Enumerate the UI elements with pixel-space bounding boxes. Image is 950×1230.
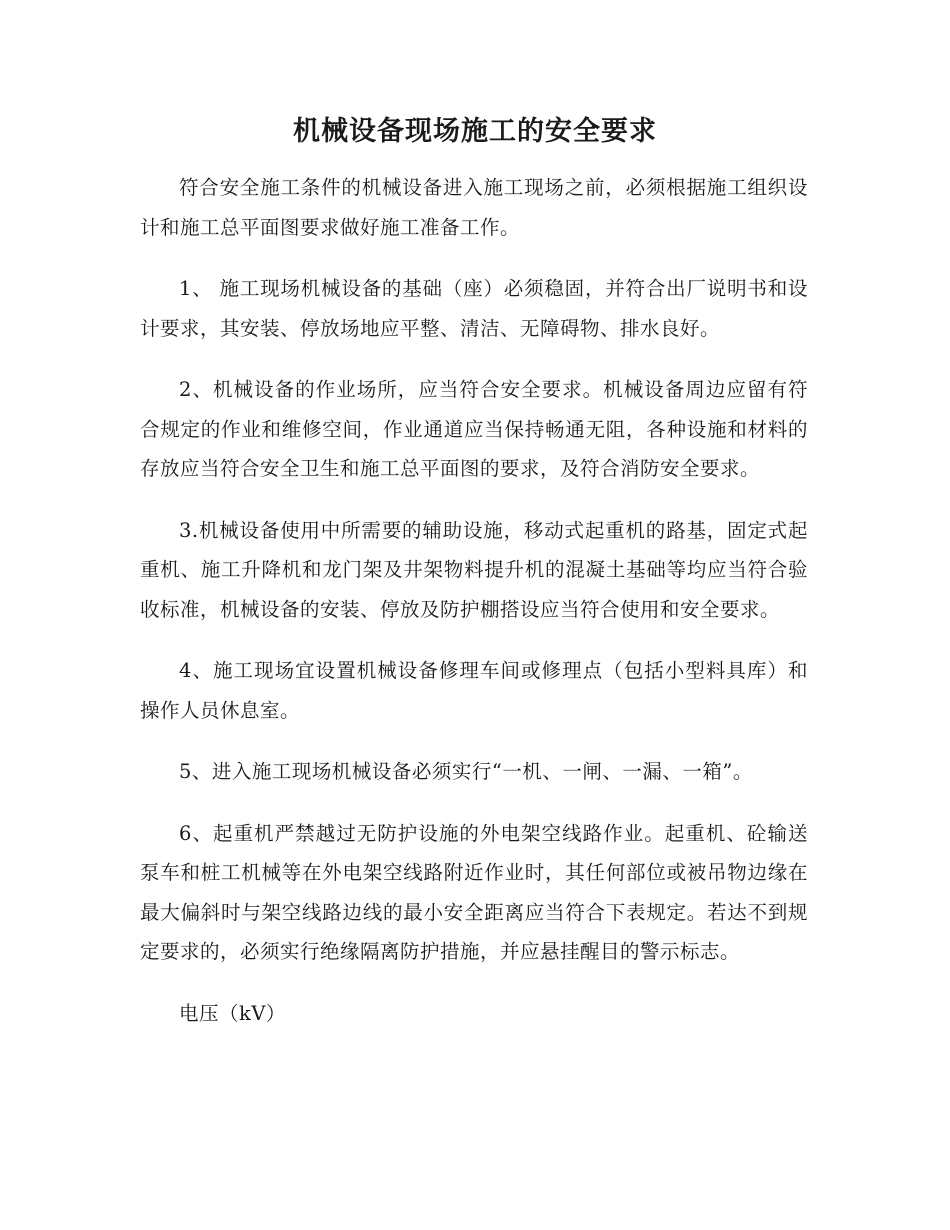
paragraph-item-4: 4、施工现场宜设置机械设备修理车间或修理点（包括小型料具库）和操作人员休息室。	[140, 659, 808, 722]
paragraph-item-1: 1、 施工现场机械设备的基础（座）必须稳固，并符合出厂说明书和设计要求，其安装、停放场地应平整、清洁、无障碍物、排水良好。	[140, 277, 808, 340]
document-title: 机械设备现场施工的安全要求	[293, 116, 657, 147]
paragraph-item-6: 6、起重机严禁越过无防护设施的外电架空线路作业。起重机、砼输送泵车和桩工机械等在外电架空线路附近作业时，其任何部位或被吊物边缘在最大偏斜时与架空线路边线的最小安全距离应当符合下表规定。若达不到规定要求的，必须实行绝缘隔离防护措施，并应悬挂醒目的警示标志。	[140, 821, 808, 963]
paragraph-item-3: 3.机械设备使用中所需要的辅助设施，移动式起重机的路基，固定式起重机、施工升降机和龙门架及井架物料提升机的混凝土基础等均应当符合验收标准，机械设备的安装、停放及防护棚搭设应当符合使用和安全要求。	[140, 518, 808, 621]
paragraph-intro: 符合安全施工条件的机械设备进入施工现场之前，必须根据施工组织设计和施工总平面图要求做好施工准备工作。	[140, 176, 808, 239]
paragraph-item-2: 2、机械设备的作业场所，应当符合安全要求。机械设备周边应留有符合规定的作业和维修空间，作业通道应当保持畅通无阻，各种设施和材料的存放应当符合安全卫生和施工总平面图的要求，及符合消防安全要求。	[140, 378, 808, 480]
document-body	[140, 168, 808, 1055]
paragraph-item-5: 5、进入施工现场机械设备必须实行“一机、一闸、一漏、一箱”。	[179, 760, 753, 783]
table-header-voltage: 电压（kV）	[179, 1001, 286, 1025]
